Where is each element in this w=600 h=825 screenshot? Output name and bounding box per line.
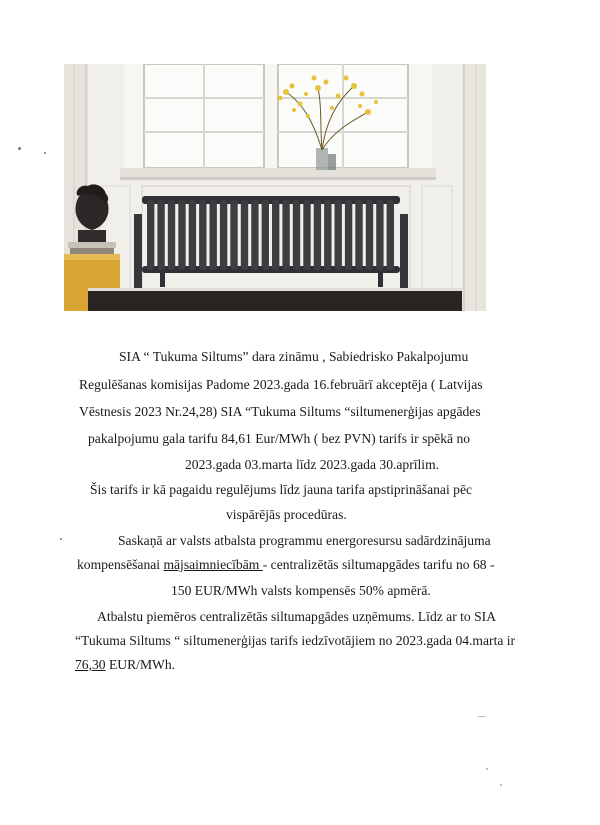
radiator-photo [64, 64, 486, 311]
paragraph-3-line-3: 150 EUR/MWh valsts kompensēs 50% apmērā. [171, 583, 431, 598]
radiator-fin [355, 200, 362, 270]
radiator-fin [293, 200, 300, 270]
radiator-fin [199, 200, 206, 270]
paragraph-1-line-5: 2023.gada 03.marta līdz 2023.gada 30.aprīlim. [185, 457, 440, 472]
radiator-fin [303, 200, 310, 270]
radiator-fin [220, 200, 227, 270]
radiator-fin [262, 200, 269, 270]
scan-speck [44, 152, 46, 154]
radiator-fin [230, 200, 237, 270]
radiator-fin [210, 200, 217, 270]
scan-speck [500, 784, 502, 786]
underlined-households: mājsaimniecībām [163, 557, 263, 572]
radiator-fin [178, 200, 185, 270]
radiator-fin [324, 200, 331, 270]
radiator-illustration [64, 64, 486, 311]
paragraph-4-line-3 [75, 653, 175, 677]
radiator-fin [345, 200, 352, 270]
scan-speck [478, 716, 486, 717]
radiator-fin [147, 200, 154, 270]
radiator-fin [335, 200, 342, 270]
reduced-tariff-value: 76,30 [75, 657, 106, 672]
scan-speck [486, 768, 488, 770]
paragraph-1-line-1: SIA “ Tukuma Siltums” dara zināmu , Sabiedrisko Pakalpojumu [119, 349, 469, 364]
paragraph-2-line-2: vispārējās procedūras. [226, 507, 347, 522]
radiator-fin [168, 200, 175, 270]
radiator-fin [282, 200, 289, 270]
radiator-fin [157, 200, 164, 270]
paragraph-3-line-2-after: - centralizētās siltumapgādes tarifu no 68 - [262, 557, 495, 572]
paragraph-4-line-1: Atbalstu piemēros centralizētās siltumapgādes uzņēmums. Līdz ar to SIA [97, 609, 497, 624]
paragraph-3-line-2-before: kompensēšanai [77, 557, 164, 572]
radiator-fin [251, 200, 258, 270]
radiator-fin [189, 200, 196, 270]
scan-speck [60, 538, 62, 540]
radiator-fin [366, 200, 373, 270]
paragraph-3-line-2 [77, 553, 495, 577]
reduced-tariff-unit: EUR/MWh. [105, 657, 176, 672]
paragraph-3-line-1: Saskaņā ar valsts atbalsta programmu energoresursu sadārdzinājuma [118, 533, 491, 548]
scan-speck [18, 147, 21, 150]
paragraph-2-line-1: Šis tarifs ir kā pagaidu regulējums līdz jauna tarifa apstiprināšanai pēc [90, 482, 473, 497]
radiator-fin [376, 200, 383, 270]
radiator-fin [387, 200, 394, 270]
radiator-fin [241, 200, 248, 270]
radiator-fin [272, 200, 279, 270]
paragraph-4-line-2: “Tukuma Siltums “ siltumenerģijas tarifs iedzīvotājiem no 2023.gada 04.marta ir [75, 633, 516, 648]
paragraph-1-line-4: pakalpojumu gala tarifu 84,61 Eur/MWh ( bez PVN) tarifs ir spēkā no [88, 431, 471, 446]
radiator-fin [314, 200, 321, 270]
paragraph-1-line-3: Vēstnesis 2023 Nr.24,28) SIA “Tukuma Siltums “siltumenerģijas apgādes [79, 404, 481, 419]
paragraph-1-line-2: Regulēšanas komisijas Padome 2023.gada 16.februārī akceptēja ( Latvijas [79, 377, 483, 392]
